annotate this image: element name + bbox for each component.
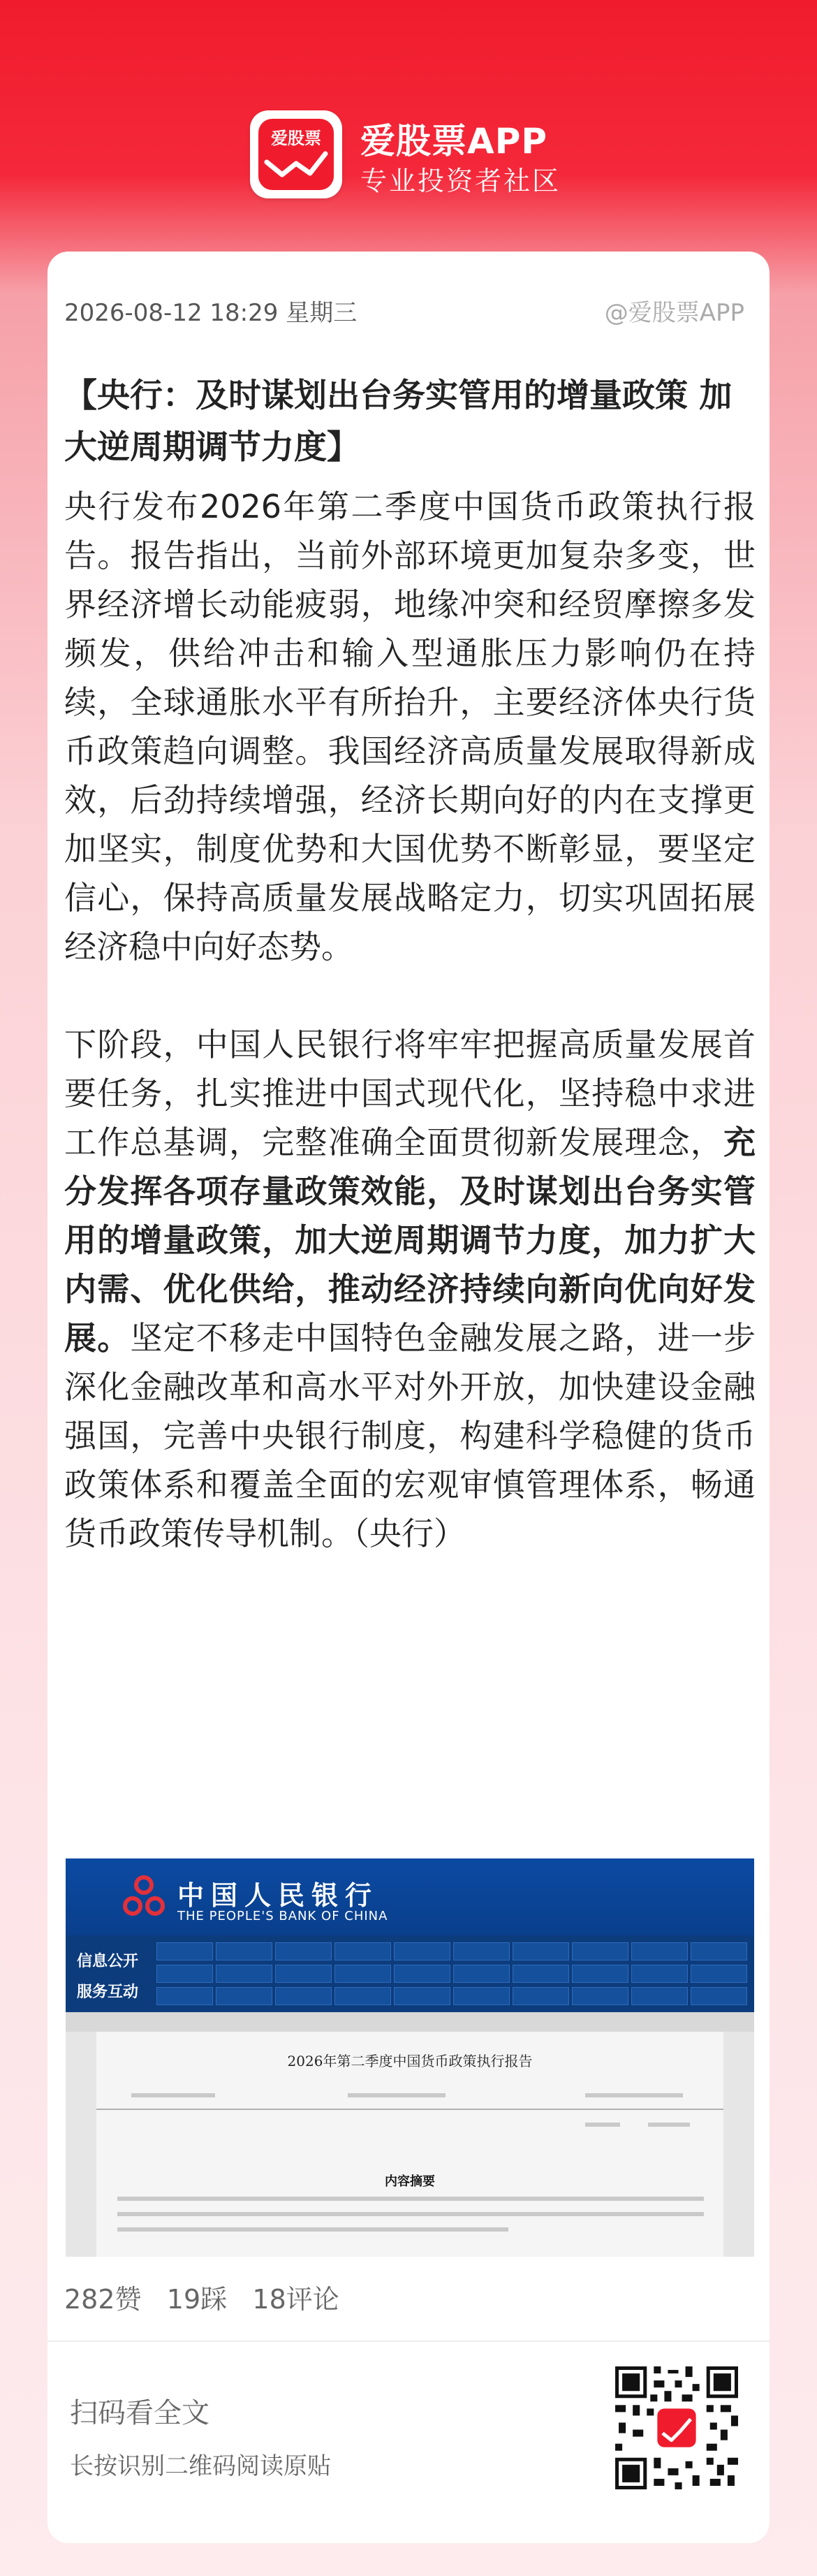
rule [96,2109,723,2110]
report-title: 2026年第二季度中国货币政策执行报告 [287,2053,533,2069]
breadcrumb-bar [66,2012,754,2032]
paragraph-2-tail: 坚定不移走中国特色金融发展之路，进一步深化金融改革和高水平对外开放，加快建设金融强国，完善中央银行制度，构建科学稳健的货币政策体系和覆盖全面的宏观审慎管理体系，畅通货币政策传导机制。（央行） [64,1319,756,1552]
text-line [117,2227,508,2232]
qr-code-icon[interactable] [612,2363,742,2493]
bank-name-cn: 中国人民银行 [177,1879,379,1911]
brand-subtitle: 专业投资者社区 [360,166,561,196]
paragraph-2-emphasis: 充分发挥各项存量政策效能，及时谋划出台务实管用的增量政策，加大逆周期调节力度，加力扩大内需、优化供给，推动经济持续向新向优向好发展。 [64,1123,756,1357]
meta-line [648,2123,690,2127]
pboc-banner [66,1858,754,1935]
paragraph-1: 央行发布2026年第二季度中国货币政策执行报告。报告指出，当前外部环境更加复杂多变，世界经济增长动能疲弱，地缘冲突和经贸摩擦多发频发，供给冲击和输入型通胀压力影响仍在持续，全球通胀水平有所抬升，主要经济体央行货币政策趋向调整。我国经济高质量发展取得新成效，后劲持续增强，经济长期向好的内在支撑更加坚实，制度优势和大国优势不断彰显，要坚定信心，保持高质量发展战略定力，切实巩固拓展经济稳中向好态势。 [64,488,756,966]
pboc-nav [66,1935,754,2012]
app-logo [250,110,342,198]
post-stats [64,2278,339,2316]
report-screenshot-image[interactable] [66,1858,754,2257]
nav-service: 服务互动 [77,1984,139,2001]
dislike-count[interactable]: 19踩 [166,2284,228,2315]
bank-name-en: THE PEOPLE'S BANK OF CHINA [177,1909,388,1923]
paragraph-2-lead: 下阶段，中国人民银行将牢牢把握高质量发展首要任务，扎实推进中国式现代化，坚持稳中求进工作总基调，完整准确全面贯彻新发展理念， [64,1026,756,1161]
scan-title: 扫码看全文 [70,2397,209,2429]
app-header [0,105,817,203]
divider [47,2341,770,2342]
scan-subtitle: 长按识别二维码阅读原贴 [70,2452,331,2480]
report-section-title: 内容摘要 [385,2174,435,2189]
post-datetime: 2026-08-12 18:29 星期三 [64,299,358,327]
logo-text: 爱股票 [271,129,321,148]
text-line [117,2197,704,2201]
meta-line [131,2093,215,2097]
meta-line [585,2093,683,2097]
text-line [117,2212,704,2216]
nav-info-public: 信息公开 [77,1953,139,1970]
paragraph-2 [64,1020,756,1558]
stock-trend-icon [264,150,328,184]
post-card [47,252,770,2543]
post-body [64,482,756,1558]
meta-line [348,2093,446,2097]
like-count[interactable]: 282赞 [64,2284,142,2315]
post-title: 【央行：及时谋划出台务实管用的增量政策 加大逆周期调节力度】 [64,377,733,467]
pboc-emblem-icon [122,1875,166,1920]
report-page [96,2032,723,2257]
nav-grid [156,1942,747,2005]
brand-title: 爱股票APP [360,121,547,161]
meta-line [585,2123,620,2127]
post-source[interactable]: @爱股票APP [604,299,744,327]
comment-count[interactable]: 18评论 [252,2284,339,2315]
